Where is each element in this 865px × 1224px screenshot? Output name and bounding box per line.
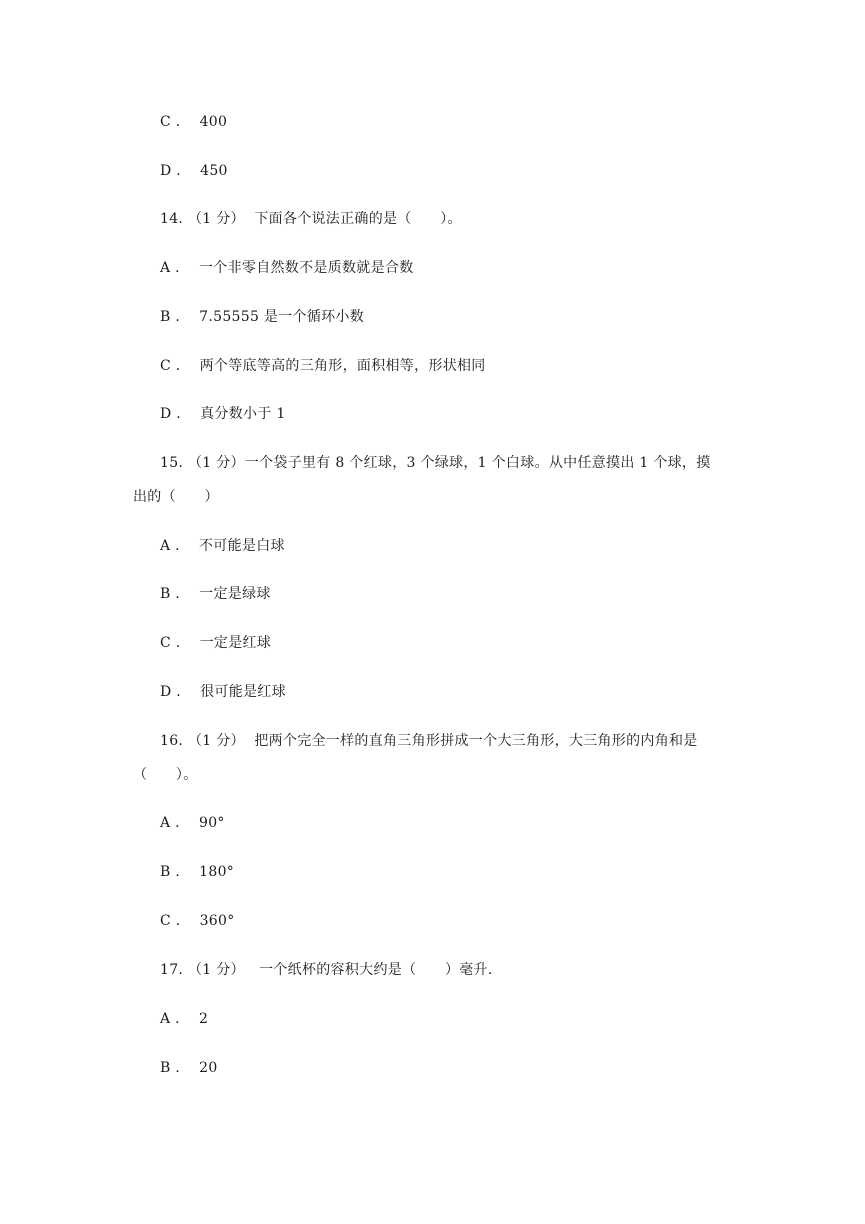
option-line: [160, 1058, 218, 1078]
question-text: 一个纸杯的容积大约是（ ）毫升.: [259, 962, 493, 978]
option-separator: ．: [171, 684, 191, 700]
question-line: [160, 960, 493, 980]
option-letter: C: [160, 913, 172, 929]
question-score: （1 分）: [187, 733, 245, 749]
option-separator: ．: [171, 913, 191, 929]
option-line: [160, 356, 486, 376]
option-text: 360°: [199, 913, 235, 929]
option-separator: ．: [171, 406, 191, 422]
option-line: [160, 911, 235, 931]
option-letter: A: [160, 1011, 171, 1027]
question-score: （1 分）: [187, 962, 245, 978]
option-text: 一定是绿球: [199, 586, 271, 602]
option-text: 2: [199, 1011, 209, 1027]
option-line: [160, 161, 228, 181]
option-letter: A: [160, 538, 171, 554]
option-text: 很可能是红球: [200, 684, 286, 700]
question-number: 14.: [160, 211, 184, 227]
option-text: 400: [199, 114, 228, 130]
question-number: 17.: [160, 962, 184, 978]
question-line: [160, 209, 462, 229]
option-line: [160, 633, 271, 653]
option-line: [160, 536, 285, 556]
option-line: [160, 307, 364, 327]
option-letter: C: [160, 635, 172, 651]
option-letter: D: [160, 684, 172, 700]
option-text: 一个非零自然数不是质数就是合数: [199, 260, 414, 276]
option-separator: ．: [171, 114, 191, 130]
option-letter: C: [160, 358, 172, 374]
question-line: [160, 453, 711, 473]
option-letter: D: [160, 163, 172, 179]
option-text: 90°: [199, 815, 225, 831]
option-letter: B: [160, 309, 171, 325]
option-separator: ．: [171, 635, 191, 651]
question-number: 16.: [160, 733, 184, 749]
option-separator: ．: [170, 538, 190, 554]
option-separator: ．: [170, 1060, 190, 1076]
option-separator: ．: [171, 358, 191, 374]
option-text: 真分数小于 1: [200, 406, 286, 422]
option-separator: ．: [170, 260, 190, 276]
option-letter: B: [160, 586, 171, 602]
option-letter: C: [160, 114, 172, 130]
option-letter: D: [160, 406, 172, 422]
question-continuation: 出的（ ）: [133, 489, 219, 505]
option-text: 180°: [199, 864, 235, 880]
option-letter: A: [160, 260, 171, 276]
option-line: [160, 1009, 208, 1029]
question-score: （1 分）: [187, 455, 245, 471]
option-text: 20: [199, 1060, 218, 1076]
question-line: [160, 731, 698, 751]
question-text: 一个袋子里有 8 个红球，3 个绿球，1 个白球。从中任意摸出 1 个球，摸: [244, 455, 711, 471]
option-separator: ．: [170, 309, 190, 325]
option-separator: ．: [170, 1011, 190, 1027]
option-line: [160, 258, 414, 278]
option-line: [160, 584, 271, 604]
option-text: 不可能是白球: [199, 538, 285, 554]
option-line: [160, 404, 286, 424]
option-line: [160, 813, 225, 833]
option-line: [160, 112, 227, 132]
question-continuation: （ ）。: [133, 767, 198, 783]
option-line: [160, 862, 234, 882]
question-text: 下面各个说法正确的是（ ）。: [254, 211, 462, 227]
option-text: 7.55555 是一个循环小数: [199, 309, 365, 325]
option-text: 450: [200, 163, 228, 179]
question-number: 15.: [160, 455, 184, 471]
option-letter: B: [160, 864, 171, 880]
option-separator: ．: [170, 815, 190, 831]
option-separator: ．: [170, 586, 190, 602]
option-letter: A: [160, 815, 171, 831]
option-separator: ．: [171, 163, 191, 179]
question-text: 把两个完全一样的直角三角形拼成一个大三角形，大三角形的内角和是: [254, 733, 698, 749]
option-letter: B: [160, 1060, 171, 1076]
option-text: 两个等底等高的三角形，面积相等，形状相同: [199, 358, 486, 374]
option-line: [160, 682, 286, 702]
option-separator: ．: [170, 864, 190, 880]
question-score: （1 分）: [187, 211, 245, 227]
option-text: 一定是红球: [199, 635, 272, 651]
